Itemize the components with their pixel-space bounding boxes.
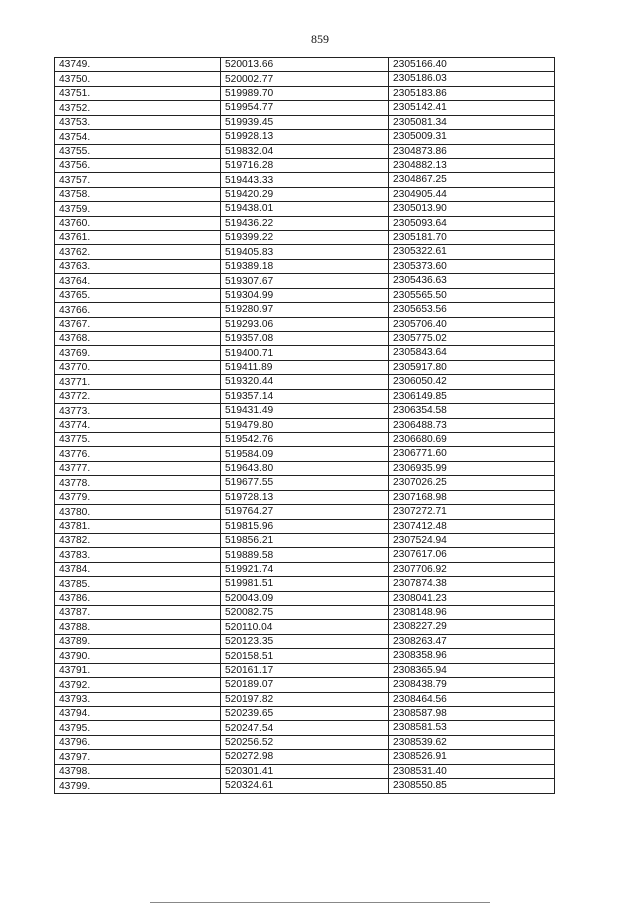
y-coordinate-cell: 2308365.94 xyxy=(389,663,555,677)
x-coordinate-cell: 519307.67 xyxy=(221,274,389,288)
table-row xyxy=(55,115,555,129)
x-coordinate-cell: 519431.49 xyxy=(221,404,389,418)
table-row xyxy=(55,764,555,778)
point-index-cell: 43782. xyxy=(55,533,221,547)
y-coordinate-cell: 2305013.90 xyxy=(389,202,555,216)
point-index-cell: 43793. xyxy=(55,692,221,706)
y-coordinate-cell: 2305093.64 xyxy=(389,216,555,230)
table-row xyxy=(55,606,555,620)
bottom-divider xyxy=(150,902,490,903)
x-coordinate-cell: 519280.97 xyxy=(221,303,389,317)
point-index-cell: 43797. xyxy=(55,750,221,764)
y-coordinate-cell: 2308464.56 xyxy=(389,692,555,706)
x-coordinate-cell: 520247.54 xyxy=(221,721,389,735)
point-index-cell: 43771. xyxy=(55,375,221,389)
y-coordinate-cell: 2307706.92 xyxy=(389,562,555,576)
y-coordinate-cell: 2305653.56 xyxy=(389,303,555,317)
point-index-cell: 43750. xyxy=(55,72,221,86)
x-coordinate-cell: 519856.21 xyxy=(221,533,389,547)
y-coordinate-cell: 2308587.98 xyxy=(389,706,555,720)
point-index-cell: 43784. xyxy=(55,562,221,576)
table-row xyxy=(55,317,555,331)
y-coordinate-cell: 2308526.91 xyxy=(389,750,555,764)
x-coordinate-cell: 519436.22 xyxy=(221,216,389,230)
x-coordinate-cell: 520043.09 xyxy=(221,591,389,605)
y-coordinate-cell: 2306488.73 xyxy=(389,418,555,432)
point-index-cell: 43796. xyxy=(55,735,221,749)
table-row xyxy=(55,360,555,374)
point-index-cell: 43786. xyxy=(55,591,221,605)
table-row xyxy=(55,634,555,648)
table-row xyxy=(55,375,555,389)
x-coordinate-cell: 520082.75 xyxy=(221,606,389,620)
table-row xyxy=(55,332,555,346)
x-coordinate-cell: 519728.13 xyxy=(221,490,389,504)
x-coordinate-cell: 520272.98 xyxy=(221,750,389,764)
table-row xyxy=(55,187,555,201)
table-row xyxy=(55,591,555,605)
table-row xyxy=(55,750,555,764)
table-row xyxy=(55,173,555,187)
y-coordinate-cell: 2305373.60 xyxy=(389,259,555,273)
point-index-cell: 43775. xyxy=(55,432,221,446)
y-coordinate-cell: 2306050.42 xyxy=(389,375,555,389)
x-coordinate-cell: 519357.14 xyxy=(221,389,389,403)
point-index-cell: 43776. xyxy=(55,447,221,461)
table-row xyxy=(55,692,555,706)
x-coordinate-cell: 519832.04 xyxy=(221,144,389,158)
x-coordinate-cell: 519389.18 xyxy=(221,259,389,273)
x-coordinate-cell: 519939.45 xyxy=(221,115,389,129)
table-row xyxy=(55,620,555,634)
x-coordinate-cell: 519399.22 xyxy=(221,231,389,245)
y-coordinate-cell: 2306680.69 xyxy=(389,432,555,446)
y-coordinate-cell: 2305436.63 xyxy=(389,274,555,288)
table-row xyxy=(55,259,555,273)
y-coordinate-cell: 2306935.99 xyxy=(389,461,555,475)
x-coordinate-cell: 519677.55 xyxy=(221,476,389,490)
point-index-cell: 43783. xyxy=(55,548,221,562)
y-coordinate-cell: 2307524.94 xyxy=(389,533,555,547)
x-coordinate-cell: 519293.06 xyxy=(221,317,389,331)
y-coordinate-cell: 2306149.85 xyxy=(389,389,555,403)
y-coordinate-cell: 2304905.44 xyxy=(389,187,555,201)
x-coordinate-cell: 519420.29 xyxy=(221,187,389,201)
point-index-cell: 43749. xyxy=(55,58,221,72)
point-index-cell: 43753. xyxy=(55,115,221,129)
coordinates-table xyxy=(54,57,555,794)
x-coordinate-cell: 520110.04 xyxy=(221,620,389,634)
table-row xyxy=(55,490,555,504)
point-index-cell: 43785. xyxy=(55,577,221,591)
point-index-cell: 43791. xyxy=(55,663,221,677)
point-index-cell: 43754. xyxy=(55,130,221,144)
x-coordinate-cell: 520324.61 xyxy=(221,779,389,793)
point-index-cell: 43787. xyxy=(55,606,221,620)
table-row xyxy=(55,505,555,519)
x-coordinate-cell: 520002.77 xyxy=(221,72,389,86)
point-index-cell: 43777. xyxy=(55,461,221,475)
point-index-cell: 43768. xyxy=(55,332,221,346)
x-coordinate-cell: 520123.35 xyxy=(221,634,389,648)
x-coordinate-cell: 519643.80 xyxy=(221,461,389,475)
y-coordinate-cell: 2308148.96 xyxy=(389,606,555,620)
point-index-cell: 43759. xyxy=(55,202,221,216)
x-coordinate-cell: 519479.80 xyxy=(221,418,389,432)
table-row xyxy=(55,663,555,677)
page-number: 859 xyxy=(311,32,329,46)
x-coordinate-cell: 519716.28 xyxy=(221,158,389,172)
table-row xyxy=(55,577,555,591)
table-row xyxy=(55,245,555,259)
point-index-cell: 43767. xyxy=(55,317,221,331)
y-coordinate-cell: 2308438.79 xyxy=(389,678,555,692)
x-coordinate-cell: 520239.65 xyxy=(221,706,389,720)
table-row xyxy=(55,86,555,100)
table-row xyxy=(55,130,555,144)
table-row xyxy=(55,721,555,735)
x-coordinate-cell: 519815.96 xyxy=(221,519,389,533)
y-coordinate-cell: 2307874.38 xyxy=(389,577,555,591)
y-coordinate-cell: 2305706.40 xyxy=(389,317,555,331)
point-index-cell: 43781. xyxy=(55,519,221,533)
table-row xyxy=(55,346,555,360)
point-index-cell: 43758. xyxy=(55,187,221,201)
table-row xyxy=(55,58,555,72)
table-row xyxy=(55,202,555,216)
x-coordinate-cell: 519411.89 xyxy=(221,360,389,374)
y-coordinate-cell: 2306771.60 xyxy=(389,447,555,461)
point-index-cell: 43761. xyxy=(55,231,221,245)
table-row xyxy=(55,447,555,461)
x-coordinate-cell: 519357.08 xyxy=(221,332,389,346)
x-coordinate-cell: 519542.76 xyxy=(221,432,389,446)
x-coordinate-cell: 519438.01 xyxy=(221,202,389,216)
table-row xyxy=(55,231,555,245)
table-row xyxy=(55,548,555,562)
point-index-cell: 43779. xyxy=(55,490,221,504)
table-row xyxy=(55,216,555,230)
x-coordinate-cell: 519405.83 xyxy=(221,245,389,259)
x-coordinate-cell: 519981.51 xyxy=(221,577,389,591)
table-row xyxy=(55,404,555,418)
point-index-cell: 43764. xyxy=(55,274,221,288)
table-row xyxy=(55,678,555,692)
table-row xyxy=(55,649,555,663)
table-row xyxy=(55,288,555,302)
table-row xyxy=(55,562,555,576)
y-coordinate-cell: 2305009.31 xyxy=(389,130,555,144)
point-index-cell: 43795. xyxy=(55,721,221,735)
point-index-cell: 43774. xyxy=(55,418,221,432)
point-index-cell: 43778. xyxy=(55,476,221,490)
point-index-cell: 43766. xyxy=(55,303,221,317)
point-index-cell: 43780. xyxy=(55,505,221,519)
point-index-cell: 43789. xyxy=(55,634,221,648)
point-index-cell: 43773. xyxy=(55,404,221,418)
table-row xyxy=(55,432,555,446)
y-coordinate-cell: 2307412.48 xyxy=(389,519,555,533)
y-coordinate-cell: 2304867.25 xyxy=(389,173,555,187)
x-coordinate-cell: 520256.52 xyxy=(221,735,389,749)
coordinates-table-container xyxy=(54,57,554,794)
point-index-cell: 43760. xyxy=(55,216,221,230)
point-index-cell: 43752. xyxy=(55,101,221,115)
y-coordinate-cell: 2305843.64 xyxy=(389,346,555,360)
x-coordinate-cell: 519584.09 xyxy=(221,447,389,461)
x-coordinate-cell: 520013.66 xyxy=(221,58,389,72)
y-coordinate-cell: 2307026.25 xyxy=(389,476,555,490)
table-row xyxy=(55,533,555,547)
y-coordinate-cell: 2307272.71 xyxy=(389,505,555,519)
table-row xyxy=(55,144,555,158)
y-coordinate-cell: 2308263.47 xyxy=(389,634,555,648)
table-row xyxy=(55,101,555,115)
table-row xyxy=(55,461,555,475)
y-coordinate-cell: 2305081.34 xyxy=(389,115,555,129)
point-index-cell: 43763. xyxy=(55,259,221,273)
y-coordinate-cell: 2305322.61 xyxy=(389,245,555,259)
point-index-cell: 43757. xyxy=(55,173,221,187)
x-coordinate-cell: 519304.99 xyxy=(221,288,389,302)
y-coordinate-cell: 2305775.02 xyxy=(389,332,555,346)
table-row xyxy=(55,476,555,490)
y-coordinate-cell: 2308581.53 xyxy=(389,721,555,735)
table-row xyxy=(55,706,555,720)
table-row xyxy=(55,303,555,317)
x-coordinate-cell: 519320.44 xyxy=(221,375,389,389)
y-coordinate-cell: 2308041.23 xyxy=(389,591,555,605)
point-index-cell: 43794. xyxy=(55,706,221,720)
y-coordinate-cell: 2305166.40 xyxy=(389,58,555,72)
table-row xyxy=(55,158,555,172)
y-coordinate-cell: 2305181.70 xyxy=(389,231,555,245)
x-coordinate-cell: 519889.58 xyxy=(221,548,389,562)
coordinates-table-body xyxy=(55,58,555,794)
point-index-cell: 43770. xyxy=(55,360,221,374)
table-row xyxy=(55,519,555,533)
y-coordinate-cell: 2308550.85 xyxy=(389,779,555,793)
y-coordinate-cell: 2305565.50 xyxy=(389,288,555,302)
table-row xyxy=(55,274,555,288)
y-coordinate-cell: 2306354.58 xyxy=(389,404,555,418)
point-index-cell: 43762. xyxy=(55,245,221,259)
table-row xyxy=(55,389,555,403)
x-coordinate-cell: 520161.17 xyxy=(221,663,389,677)
point-index-cell: 43772. xyxy=(55,389,221,403)
table-row xyxy=(55,735,555,749)
y-coordinate-cell: 2304882.13 xyxy=(389,158,555,172)
x-coordinate-cell: 520197.82 xyxy=(221,692,389,706)
x-coordinate-cell: 519443.33 xyxy=(221,173,389,187)
x-coordinate-cell: 520301.41 xyxy=(221,764,389,778)
point-index-cell: 43755. xyxy=(55,144,221,158)
point-index-cell: 43765. xyxy=(55,288,221,302)
x-coordinate-cell: 520189.07 xyxy=(221,678,389,692)
x-coordinate-cell: 519400.71 xyxy=(221,346,389,360)
y-coordinate-cell: 2304873.86 xyxy=(389,144,555,158)
y-coordinate-cell: 2307617.06 xyxy=(389,548,555,562)
x-coordinate-cell: 519928.13 xyxy=(221,130,389,144)
y-coordinate-cell: 2305186.03 xyxy=(389,72,555,86)
table-row xyxy=(55,779,555,793)
y-coordinate-cell: 2308539.62 xyxy=(389,735,555,749)
x-coordinate-cell: 519764.27 xyxy=(221,505,389,519)
table-row xyxy=(55,418,555,432)
y-coordinate-cell: 2308358.96 xyxy=(389,649,555,663)
x-coordinate-cell: 519954.77 xyxy=(221,101,389,115)
point-index-cell: 43799. xyxy=(55,779,221,793)
y-coordinate-cell: 2308531.40 xyxy=(389,764,555,778)
point-index-cell: 43788. xyxy=(55,620,221,634)
y-coordinate-cell: 2305183.86 xyxy=(389,86,555,100)
point-index-cell: 43792. xyxy=(55,678,221,692)
table-row xyxy=(55,72,555,86)
point-index-cell: 43790. xyxy=(55,649,221,663)
y-coordinate-cell: 2307168.98 xyxy=(389,490,555,504)
x-coordinate-cell: 519921.74 xyxy=(221,562,389,576)
x-coordinate-cell: 519989.70 xyxy=(221,86,389,100)
point-index-cell: 43769. xyxy=(55,346,221,360)
point-index-cell: 43798. xyxy=(55,764,221,778)
y-coordinate-cell: 2308227.29 xyxy=(389,620,555,634)
point-index-cell: 43751. xyxy=(55,86,221,100)
x-coordinate-cell: 520158.51 xyxy=(221,649,389,663)
y-coordinate-cell: 2305917.80 xyxy=(389,360,555,374)
y-coordinate-cell: 2305142.41 xyxy=(389,101,555,115)
point-index-cell: 43756. xyxy=(55,158,221,172)
